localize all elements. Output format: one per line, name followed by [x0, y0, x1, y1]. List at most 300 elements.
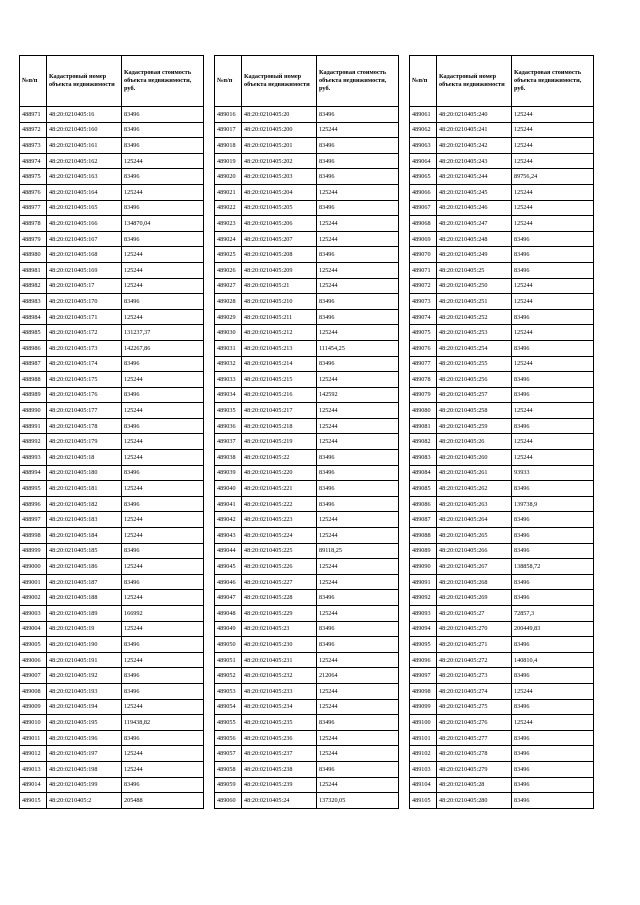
- cadastral-value: 125244: [122, 372, 204, 388]
- table-row: [20, 387, 204, 403]
- row-number: 489061: [410, 107, 437, 123]
- cadastral-value: 83496: [317, 294, 399, 310]
- table-row: [215, 699, 399, 715]
- table-row: [410, 543, 594, 559]
- cadastral-number: 48:20:0210405:243: [437, 153, 512, 169]
- cadastral-number: 48:20:0210405:253: [437, 325, 512, 341]
- table-row: [20, 216, 204, 232]
- cadastral-value: 83496: [317, 107, 399, 123]
- row-number: 489063: [410, 138, 437, 154]
- cadastral-number: 48:20:0210405:16: [47, 107, 122, 123]
- cadastral-value: 83496: [512, 730, 594, 746]
- cadastral-number: 48:20:0210405:198: [47, 761, 122, 777]
- cadastral-value: 83496: [122, 138, 204, 154]
- table-row: [410, 606, 594, 622]
- cadastral-number: 48:20:0210405:246: [437, 200, 512, 216]
- cadastral-value: 125244: [512, 278, 594, 294]
- cadastral-number: 48:20:0210405:22: [242, 450, 317, 466]
- cadastral-number: 48:20:0210405:275: [437, 699, 512, 715]
- cadastral-value: 83496: [512, 231, 594, 247]
- row-number: 489019: [215, 153, 242, 169]
- cadastral-number: 48:20:0210405:278: [437, 746, 512, 762]
- table-row: [410, 652, 594, 668]
- cadastral-number: 48:20:0210405:248: [437, 231, 512, 247]
- cadastral-value: 125244: [317, 434, 399, 450]
- cadastral-value: 83496: [122, 294, 204, 310]
- table-row: [410, 434, 594, 450]
- cadastral-number: 48:20:0210405:212: [242, 325, 317, 341]
- cadastral-value: 83496: [317, 356, 399, 372]
- table-row: [410, 387, 594, 403]
- table-row: [20, 746, 204, 762]
- cadastral-number: 48:20:0210405:219: [242, 434, 317, 450]
- cadastral-number: 48:20:0210405:207: [242, 231, 317, 247]
- table-row: [215, 496, 399, 512]
- cadastral-number: 48:20:0210405:162: [47, 153, 122, 169]
- cadastral-number: 48:20:0210405:203: [242, 169, 317, 185]
- cadastral-value: 125244: [122, 621, 204, 637]
- header-number: №п/п: [215, 56, 242, 107]
- cadastral-number: 48:20:0210405:256: [437, 372, 512, 388]
- cadastral-value: 83496: [317, 138, 399, 154]
- cadastral-value: 125244: [317, 528, 399, 544]
- row-number: 489062: [410, 122, 437, 138]
- row-number: 489090: [410, 559, 437, 575]
- row-number: 489074: [410, 309, 437, 325]
- table-row: [215, 465, 399, 481]
- table-row: [410, 730, 594, 746]
- row-number: 488991: [20, 418, 47, 434]
- cadastral-number: 48:20:0210405:193: [47, 683, 122, 699]
- cadastral-value: 83496: [122, 574, 204, 590]
- row-number: 488981: [20, 262, 47, 278]
- table-row: [20, 418, 204, 434]
- cadastral-value: 83496: [317, 169, 399, 185]
- cadastral-number: 48:20:0210405:163: [47, 169, 122, 185]
- cadastral-number: 48:20:0210405:218: [242, 418, 317, 434]
- cadastral-number: 48:20:0210405:28: [437, 777, 512, 793]
- cadastral-number: 48:20:0210405:20: [242, 107, 317, 123]
- cadastral-value: 111454,25: [317, 340, 399, 356]
- cadastral-number: 48:20:0210405:259: [437, 418, 512, 434]
- row-number: 489054: [215, 699, 242, 715]
- row-number: 488973: [20, 138, 47, 154]
- row-number: 489043: [215, 528, 242, 544]
- cadastral-value: 125244: [512, 450, 594, 466]
- table-row: [20, 637, 204, 653]
- row-number: 489072: [410, 278, 437, 294]
- table-row: [410, 153, 594, 169]
- cadastral-value: 166992: [122, 606, 204, 622]
- cadastral-number: 48:20:0210405:204: [242, 184, 317, 200]
- cadastral-number: 48:20:0210405:254: [437, 340, 512, 356]
- table-row: [20, 730, 204, 746]
- cadastral-value: 93933: [512, 465, 594, 481]
- row-number: 489027: [215, 278, 242, 294]
- cadastral-value: 83496: [317, 496, 399, 512]
- table-row: [215, 138, 399, 154]
- cadastral-number: 48:20:0210405:174: [47, 356, 122, 372]
- table-row: [410, 418, 594, 434]
- row-number: 489059: [215, 777, 242, 793]
- cadastral-value: 83496: [512, 793, 594, 809]
- cadastral-number: 48:20:0210405:266: [437, 543, 512, 559]
- table-row: [410, 294, 594, 310]
- cadastral-number: 48:20:0210405:249: [437, 247, 512, 263]
- cadastral-number: 48:20:0210405:189: [47, 606, 122, 622]
- table-row: [410, 637, 594, 653]
- cadastral-number: 48:20:0210405:260: [437, 450, 512, 466]
- cadastral-value: 139738,9: [512, 496, 594, 512]
- row-number: 489098: [410, 683, 437, 699]
- cadastral-value: 83496: [122, 465, 204, 481]
- table-row: [20, 200, 204, 216]
- cadastral-value: 83496: [512, 699, 594, 715]
- table-row: [410, 184, 594, 200]
- header-row: [20, 56, 204, 107]
- cadastral-number: 48:20:0210405:171: [47, 309, 122, 325]
- table-body: [410, 107, 594, 809]
- table-row: [215, 559, 399, 575]
- row-number: 489037: [215, 434, 242, 450]
- row-number: 489052: [215, 668, 242, 684]
- cadastral-value: 125244: [122, 652, 204, 668]
- cadastral-value: 125244: [122, 403, 204, 419]
- row-number: 488976: [20, 184, 47, 200]
- cadastral-value: 125244: [122, 184, 204, 200]
- row-number: 489086: [410, 496, 437, 512]
- cadastral-number: 48:20:0210405:223: [242, 512, 317, 528]
- cadastral-value: 83496: [122, 107, 204, 123]
- cadastral-value: 83496: [512, 340, 594, 356]
- table-row: [410, 247, 594, 263]
- table-row: [20, 325, 204, 341]
- row-number: 489070: [410, 247, 437, 263]
- cadastral-value: 83496: [317, 450, 399, 466]
- cadastral-number: 48:20:0210405:180: [47, 465, 122, 481]
- table-row: [215, 184, 399, 200]
- cadastral-number: 48:20:0210405:215: [242, 372, 317, 388]
- cadastral-number: 48:20:0210405:261: [437, 465, 512, 481]
- row-number: 489024: [215, 231, 242, 247]
- table-row: [20, 294, 204, 310]
- cadastral-value: 83496: [317, 465, 399, 481]
- cadastral-value: 125244: [122, 247, 204, 263]
- table-row: [410, 699, 594, 715]
- cadastral-number: 48:20:0210405:199: [47, 777, 122, 793]
- cadastral-number: 48:20:0210405:172: [47, 325, 122, 341]
- row-number: 489067: [410, 200, 437, 216]
- row-number: 488993: [20, 450, 47, 466]
- cadastral-number: 48:20:0210405:23: [242, 621, 317, 637]
- cadastral-number: 48:20:0210405:227: [242, 574, 317, 590]
- table-row: [410, 262, 594, 278]
- cadastral-number: 48:20:0210405:21: [242, 278, 317, 294]
- row-number: 489039: [215, 465, 242, 481]
- cadastral-number: 48:20:0210405:19: [47, 621, 122, 637]
- row-number: 488995: [20, 481, 47, 497]
- cadastral-number: 48:20:0210405:175: [47, 372, 122, 388]
- table-row: [410, 169, 594, 185]
- table-row: [410, 107, 594, 123]
- row-number: 489033: [215, 372, 242, 388]
- header-cadastral-value: Кадастровая стоимость объекта недвижимости, руб.: [512, 56, 594, 107]
- table-row: [20, 138, 204, 154]
- cadastral-value: 83496: [512, 309, 594, 325]
- row-number: 489083: [410, 450, 437, 466]
- cadastral-value: 125244: [317, 777, 399, 793]
- cadastral-number: 48:20:0210405:237: [242, 746, 317, 762]
- cadastral-value: 125244: [512, 683, 594, 699]
- cadastral-value: 83496: [122, 169, 204, 185]
- row-number: 489035: [215, 403, 242, 419]
- table-row: [215, 122, 399, 138]
- table-body: [20, 107, 204, 809]
- cadastral-value: 83496: [512, 574, 594, 590]
- table-row: [215, 481, 399, 497]
- cadastral-number: 48:20:0210405:231: [242, 652, 317, 668]
- row-number: 489044: [215, 543, 242, 559]
- table-row: [215, 216, 399, 232]
- cadastral-value: 89756,24: [512, 169, 594, 185]
- cadastral-number: 48:20:0210405:179: [47, 434, 122, 450]
- row-number: 489076: [410, 340, 437, 356]
- table-row: [20, 153, 204, 169]
- cadastral-value: 125244: [512, 356, 594, 372]
- table-row: [20, 590, 204, 606]
- cadastral-value: 125244: [122, 434, 204, 450]
- cadastral-number: 48:20:0210405:181: [47, 481, 122, 497]
- row-number: 488990: [20, 403, 47, 419]
- cadastral-number: 48:20:0210405:178: [47, 418, 122, 434]
- row-number: 488999: [20, 543, 47, 559]
- row-number: 488984: [20, 309, 47, 325]
- row-number: 489041: [215, 496, 242, 512]
- table-row: [20, 543, 204, 559]
- cadastral-number: 48:20:0210405:258: [437, 403, 512, 419]
- cadastral-value: 83496: [122, 543, 204, 559]
- table-row: [215, 746, 399, 762]
- cadastral-number: 48:20:0210405:226: [242, 559, 317, 575]
- cadastral-number: 48:20:0210405:262: [437, 481, 512, 497]
- cadastral-value: 125244: [122, 481, 204, 497]
- row-number: 488974: [20, 153, 47, 169]
- cadastral-number: 48:20:0210405:232: [242, 668, 317, 684]
- cadastral-number: 48:20:0210405:274: [437, 683, 512, 699]
- cadastral-value: 125244: [317, 231, 399, 247]
- table-row: [410, 559, 594, 575]
- cadastral-value: 125244: [317, 730, 399, 746]
- cadastral-value: 83496: [512, 481, 594, 497]
- cadastral-value: 137320,05: [317, 793, 399, 809]
- row-number: 488988: [20, 372, 47, 388]
- cadastral-value: 83496: [317, 621, 399, 637]
- row-number: 489003: [20, 606, 47, 622]
- table-row: [215, 637, 399, 653]
- cadastral-number: 48:20:0210405:252: [437, 309, 512, 325]
- cadastral-value: 125244: [317, 122, 399, 138]
- cadastral-value: 83496: [122, 668, 204, 684]
- row-number: 489080: [410, 403, 437, 419]
- header-row: [215, 56, 399, 107]
- cadastral-number: 48:20:0210405:276: [437, 715, 512, 731]
- cadastral-value: 83496: [122, 730, 204, 746]
- table-row: [215, 683, 399, 699]
- cadastral-number: 48:20:0210405:185: [47, 543, 122, 559]
- row-number: 489006: [20, 652, 47, 668]
- row-number: 489102: [410, 746, 437, 762]
- row-number: 489023: [215, 216, 242, 232]
- table-row: [215, 278, 399, 294]
- row-number: 489057: [215, 746, 242, 762]
- row-number: 489001: [20, 574, 47, 590]
- cadastral-value: 83496: [122, 637, 204, 653]
- row-number: 489036: [215, 418, 242, 434]
- cadastral-number: 48:20:0210405:268: [437, 574, 512, 590]
- cadastral-number: 48:20:0210405:229: [242, 606, 317, 622]
- cadastral-value: 125244: [512, 200, 594, 216]
- cadastral-number: 48:20:0210405:26: [437, 434, 512, 450]
- cadastral-number: 48:20:0210405:211: [242, 309, 317, 325]
- cadastral-number: 48:20:0210405:27: [437, 606, 512, 622]
- table-row: [20, 777, 204, 793]
- cadastral-value: 125244: [317, 683, 399, 699]
- row-number: 489012: [20, 746, 47, 762]
- cadastral-value: 83496: [122, 356, 204, 372]
- row-number: 488982: [20, 278, 47, 294]
- cadastral-number: 48:20:0210405:192: [47, 668, 122, 684]
- cadastral-value: 125244: [122, 559, 204, 575]
- table-row: [215, 715, 399, 731]
- row-number: 489038: [215, 450, 242, 466]
- cadastral-number: 48:20:0210405:222: [242, 496, 317, 512]
- cadastral-value: 83496: [512, 637, 594, 653]
- cadastral-number: 48:20:0210405:170: [47, 294, 122, 310]
- header-number: №п/п: [20, 56, 47, 107]
- row-number: 489100: [410, 715, 437, 731]
- cadastral-value: 83496: [317, 481, 399, 497]
- cadastral-value: 125244: [512, 107, 594, 123]
- table-row: [215, 434, 399, 450]
- cadastral-number: 48:20:0210405:238: [242, 761, 317, 777]
- row-number: 489034: [215, 387, 242, 403]
- cadastral-number: 48:20:0210405:205: [242, 200, 317, 216]
- cadastral-number: 48:20:0210405:176: [47, 387, 122, 403]
- table-row: [215, 574, 399, 590]
- row-number: 489002: [20, 590, 47, 606]
- table-row: [410, 715, 594, 731]
- cadastral-value: 142267,86: [122, 340, 204, 356]
- table-row: [215, 231, 399, 247]
- row-number: 489008: [20, 683, 47, 699]
- table-row: [20, 184, 204, 200]
- cadastral-value: 125244: [512, 153, 594, 169]
- row-number: 488986: [20, 340, 47, 356]
- row-number: 489016: [215, 107, 242, 123]
- cadastral-value: 83496: [122, 231, 204, 247]
- row-number: 489104: [410, 777, 437, 793]
- row-number: 489069: [410, 231, 437, 247]
- cadastral-number: 48:20:0210405:214: [242, 356, 317, 372]
- cadastral-value: 83496: [122, 496, 204, 512]
- table-row: [410, 200, 594, 216]
- row-number: 489073: [410, 294, 437, 310]
- cadastral-value: 83496: [317, 637, 399, 653]
- cadastral-number: 48:20:0210405:196: [47, 730, 122, 746]
- table-row: [20, 574, 204, 590]
- row-number: 489005: [20, 637, 47, 653]
- cadastral-value: 138858,72: [512, 559, 594, 575]
- table-row: [20, 403, 204, 419]
- row-number: 489030: [215, 325, 242, 341]
- cadastral-number: 48:20:0210405:208: [242, 247, 317, 263]
- cadastral-value: 83496: [512, 668, 594, 684]
- cadastral-value: 83496: [317, 247, 399, 263]
- cadastral-value: 212064: [317, 668, 399, 684]
- registry-table-1: [19, 55, 204, 809]
- table-row: [20, 481, 204, 497]
- row-number: 489011: [20, 730, 47, 746]
- cadastral-value: 83496: [512, 372, 594, 388]
- table-row: [215, 340, 399, 356]
- cadastral-value: 125244: [317, 325, 399, 341]
- cadastral-value: 125244: [317, 606, 399, 622]
- cadastral-number: 48:20:0210405:206: [242, 216, 317, 232]
- row-number: 489078: [410, 372, 437, 388]
- table-row: [20, 278, 204, 294]
- table-row: [215, 169, 399, 185]
- cadastral-value: 125244: [317, 559, 399, 575]
- row-number: 489047: [215, 590, 242, 606]
- table-row: [410, 512, 594, 528]
- cadastral-value: 83496: [122, 683, 204, 699]
- table-row: [20, 668, 204, 684]
- cadastral-number: 48:20:0210405:228: [242, 590, 317, 606]
- cadastral-value: 125244: [317, 262, 399, 278]
- table-row: [410, 496, 594, 512]
- cadastral-number: 48:20:0210405:234: [242, 699, 317, 715]
- cadastral-number: 48:20:0210405:280: [437, 793, 512, 809]
- row-number: 488971: [20, 107, 47, 123]
- cadastral-number: 48:20:0210405:161: [47, 138, 122, 154]
- row-number: 489103: [410, 761, 437, 777]
- table-row: [410, 403, 594, 419]
- cadastral-value: 125244: [317, 512, 399, 528]
- row-number: 488979: [20, 231, 47, 247]
- table-row: [215, 247, 399, 263]
- row-number: 489055: [215, 715, 242, 731]
- cadastral-value: 125244: [512, 184, 594, 200]
- cadastral-value: 140810,4: [512, 652, 594, 668]
- table-row: [215, 543, 399, 559]
- table-row: [20, 107, 204, 123]
- row-number: 489068: [410, 216, 437, 232]
- cadastral-value: 125244: [122, 699, 204, 715]
- cadastral-number: 48:20:0210405:217: [242, 403, 317, 419]
- header-number: №п/п: [410, 56, 437, 107]
- row-number: 489004: [20, 621, 47, 637]
- cadastral-number: 48:20:0210405:225: [242, 543, 317, 559]
- cadastral-number: 48:20:0210405:213: [242, 340, 317, 356]
- row-number: 489049: [215, 621, 242, 637]
- cadastral-number: 48:20:0210405:257: [437, 387, 512, 403]
- table-row: [215, 606, 399, 622]
- cadastral-value: 125244: [122, 309, 204, 325]
- table-row: [20, 528, 204, 544]
- row-number: 489079: [410, 387, 437, 403]
- cadastral-number: 48:20:0210405:277: [437, 730, 512, 746]
- header-cadastral-value: Кадастровая стоимость объекта недвижимости, руб.: [317, 56, 399, 107]
